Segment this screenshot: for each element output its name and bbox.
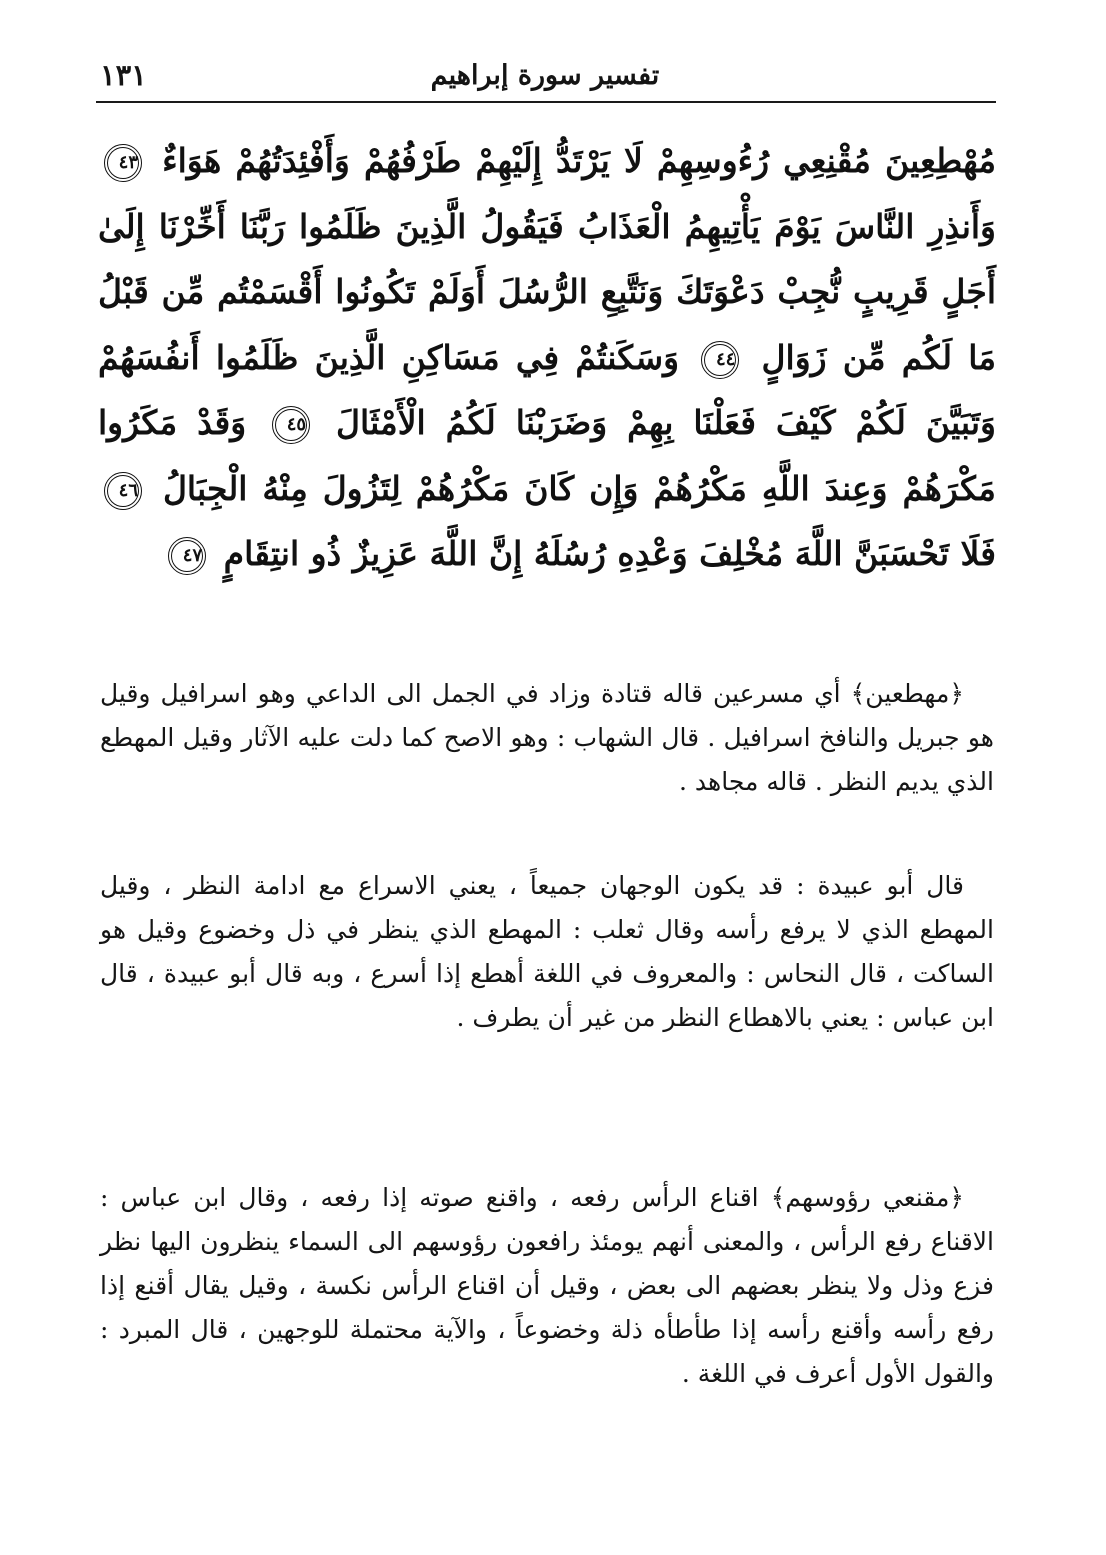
page-number: ١٣١ xyxy=(100,58,147,92)
verse-text: وَسَكَنتُمْ فِي مَسَاكِنِ الَّذِينَ ظَلَمُوا أَنفُسَهُمْ وَتَبَيَّنَ لَكُمْ كَيْفَ فَعَلْنَا بِهِمْ وَضَرَبْنَا لَكُمُ الْأَمْثَالَ xyxy=(98,337,996,442)
verse-text: فَلَا تَحْسَبَنَّ اللَّهَ مُخْلِفَ وَعْدِهِ رُسُلَهُ إِنَّ اللَّهَ عَزِيزٌ ذُو انتِقَامٍ xyxy=(223,534,996,573)
header-rule xyxy=(96,101,996,103)
running-title: تفسير سورة إبراهيم xyxy=(430,60,660,91)
verse-number-marker: ٤٧ xyxy=(168,537,206,575)
verse-text: مُهْطِعِينَ مُقْنِعِي رُءُوسِهِمْ لَا يَرْتَدُّ إِلَيْهِمْ طَرْفُهُمْ وَأَفْئِدَتُهُمْ هَوَاءٌ xyxy=(162,141,996,180)
commentary-paragraph xyxy=(100,1176,994,1396)
verse-text: وَقَدْ مَكَرُوا مَكْرَهُمْ وَعِندَ اللَّهِ مَكْرُهُمْ وَإِن كَانَ مَكْرُهُمْ لِتَزُولَ مِنْهُ الْجِبَالُ xyxy=(98,403,996,508)
verse-text: وَأَنذِرِ النَّاسَ يَوْمَ يَأْتِيهِمُ الْعَذَابُ فَيَقُولُ الَّذِينَ ظَلَمُوا رَبَّنَا أَخِّرْنَا إِلَىٰ أَجَلٍ قَرِيبٍ نُّجِبْ دَعْوَتَكَ وَنَتَّبِعِ الرُّسُلَ أَوَلَمْ تَكُونُوا أَقْسَمْتُم مِّن قَبْلُ مَا لَكُم مِّن زَوَالٍ xyxy=(98,206,996,377)
verse-number-marker: ٤٤ xyxy=(701,341,739,379)
verse-number-marker: ٤٥ xyxy=(272,406,310,444)
quran-verses xyxy=(98,128,996,638)
commentary-paragraph xyxy=(100,864,994,1040)
page-header xyxy=(96,52,994,102)
verse-number-marker: ٤٣ xyxy=(104,144,142,182)
verse-number-marker: ٤٦ xyxy=(104,472,142,510)
commentary-text: ﴿مهطعين﴾ أي مسرعين قاله قتادة وزاد في الجمل الى الداعي وهو اسرافيل وقيل هو جبريل والنافخ اسرافيل . قال الشهاب : وهو الاصح كما دلت عليه الآثار وقيل المهطع الذي يديم النظر . قاله مجاهد . xyxy=(100,679,994,796)
commentary-text: قال أبو عبيدة : قد يكون الوجهان جميعاً ، يعني الاسراع مع ادامة النظر ، وقيل المهطع الذي لا يرفع رأسه وقال ثعلب : المهطع الذي ينظر في ذل وخضوع وقيل هو الساكت ، قال النحاس : والمعروف في اللغة أهطع إذا أسرع ، وبه قال أبو عبيدة ، قال ابن عباس : يعني بالاهطاع النظر من غير أن يطرف . xyxy=(100,871,994,1032)
commentary-paragraph xyxy=(100,672,994,804)
commentary-text: ﴿مقنعي رؤوسهم﴾ اقناع الرأس رفعه ، واقنع صوته إذا رفعه ، وقال ابن عباس : الاقناع رفع الرأس ، والمعنى أنهم يومئذ رافعون رؤوسهم الى السماء ينظرون اليها نظر فزع وذل ولا ينظر بعضهم الى بعض ، وقيل أن اقناع الرأس نكسة ، وقيل يقال أقنع إذا رفع رأسه وأقنع رأسه إذا طأطأه ذلة وخضوعاً ، والآية محتملة للوجهين ، قال المبرد : والقول الأول أعرف في اللغة . xyxy=(100,1183,994,1388)
